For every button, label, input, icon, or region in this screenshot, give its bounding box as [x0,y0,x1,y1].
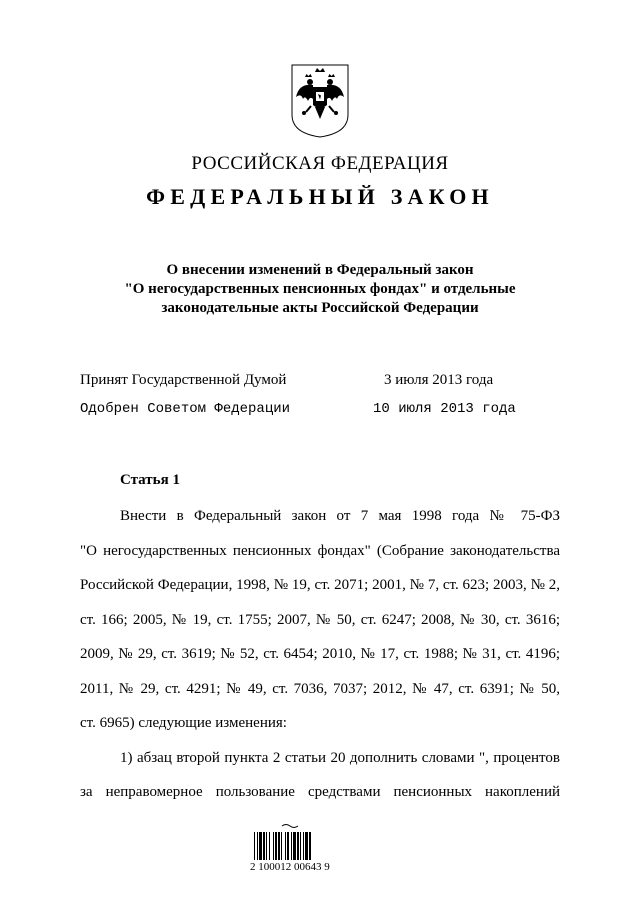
article-heading: Статья 1 [120,472,180,488]
article-text-line: Внести в Федеральный закон от 7 мая 1998 года № 75-ФЗ [120,508,560,524]
barcode-number: 2 100012 00643 9 [250,861,330,873]
council-approval-label: Одобрен Советом Федерации [80,401,291,417]
subject-line: законодательные акты Российской Федерации [161,300,479,316]
article-text-line: Российской Федерации, 1998, № 19, ст. 2071; 2001, № 7, ст. 623; 2003, № 2, [80,577,560,593]
item-text-line: за неправомерное пользование средствами пенсионных накоплений [80,784,560,800]
subject-line: "О негосударственных пенсионных фондах" и отдельные [124,281,516,297]
item-text-line: 1) абзац второй пункта 2 статьи 20 дополнить словами ", процентов [120,750,560,766]
subject-line: О внесении изменений в Федеральный закон [166,262,474,278]
coat-of-arms-emblem [289,63,351,139]
country-name: РОССИЙСКАЯ ФЕДЕРАЦИЯ [191,153,449,174]
article-text-line: ст. 6965) следующие изменения: [80,715,287,731]
duma-adoption-label: Принят Государственной Думой [80,372,287,388]
law-type-title: ФЕДЕРАЛЬНЫЙ ЗАКОН [146,184,494,209]
duma-adoption-date: 3 июля 2013 года [384,372,494,388]
article-text-line: "О негосударственных пенсионных фондах" (Собрание законодательства [80,543,560,559]
article-text-line: 2011, № 29, ст. 4291; № 49, ст. 7036, 7037; 2012, № 47, ст. 6391; № 50, [80,681,560,697]
article-text-line: ст. 166; 2005, № 19, ст. 1755; 2007, № 50, ст. 6247; 2008, № 30, ст. 3616; [80,612,560,628]
law-subject [100,261,540,318]
council-approval-date: 10 июля 2013 года [373,401,516,417]
article-text-line: 2009, № 29, ст. 3619; № 52, ст. 6454; 2010, № 17, ст. 1988; № 31, ст. 4196; [80,646,560,662]
